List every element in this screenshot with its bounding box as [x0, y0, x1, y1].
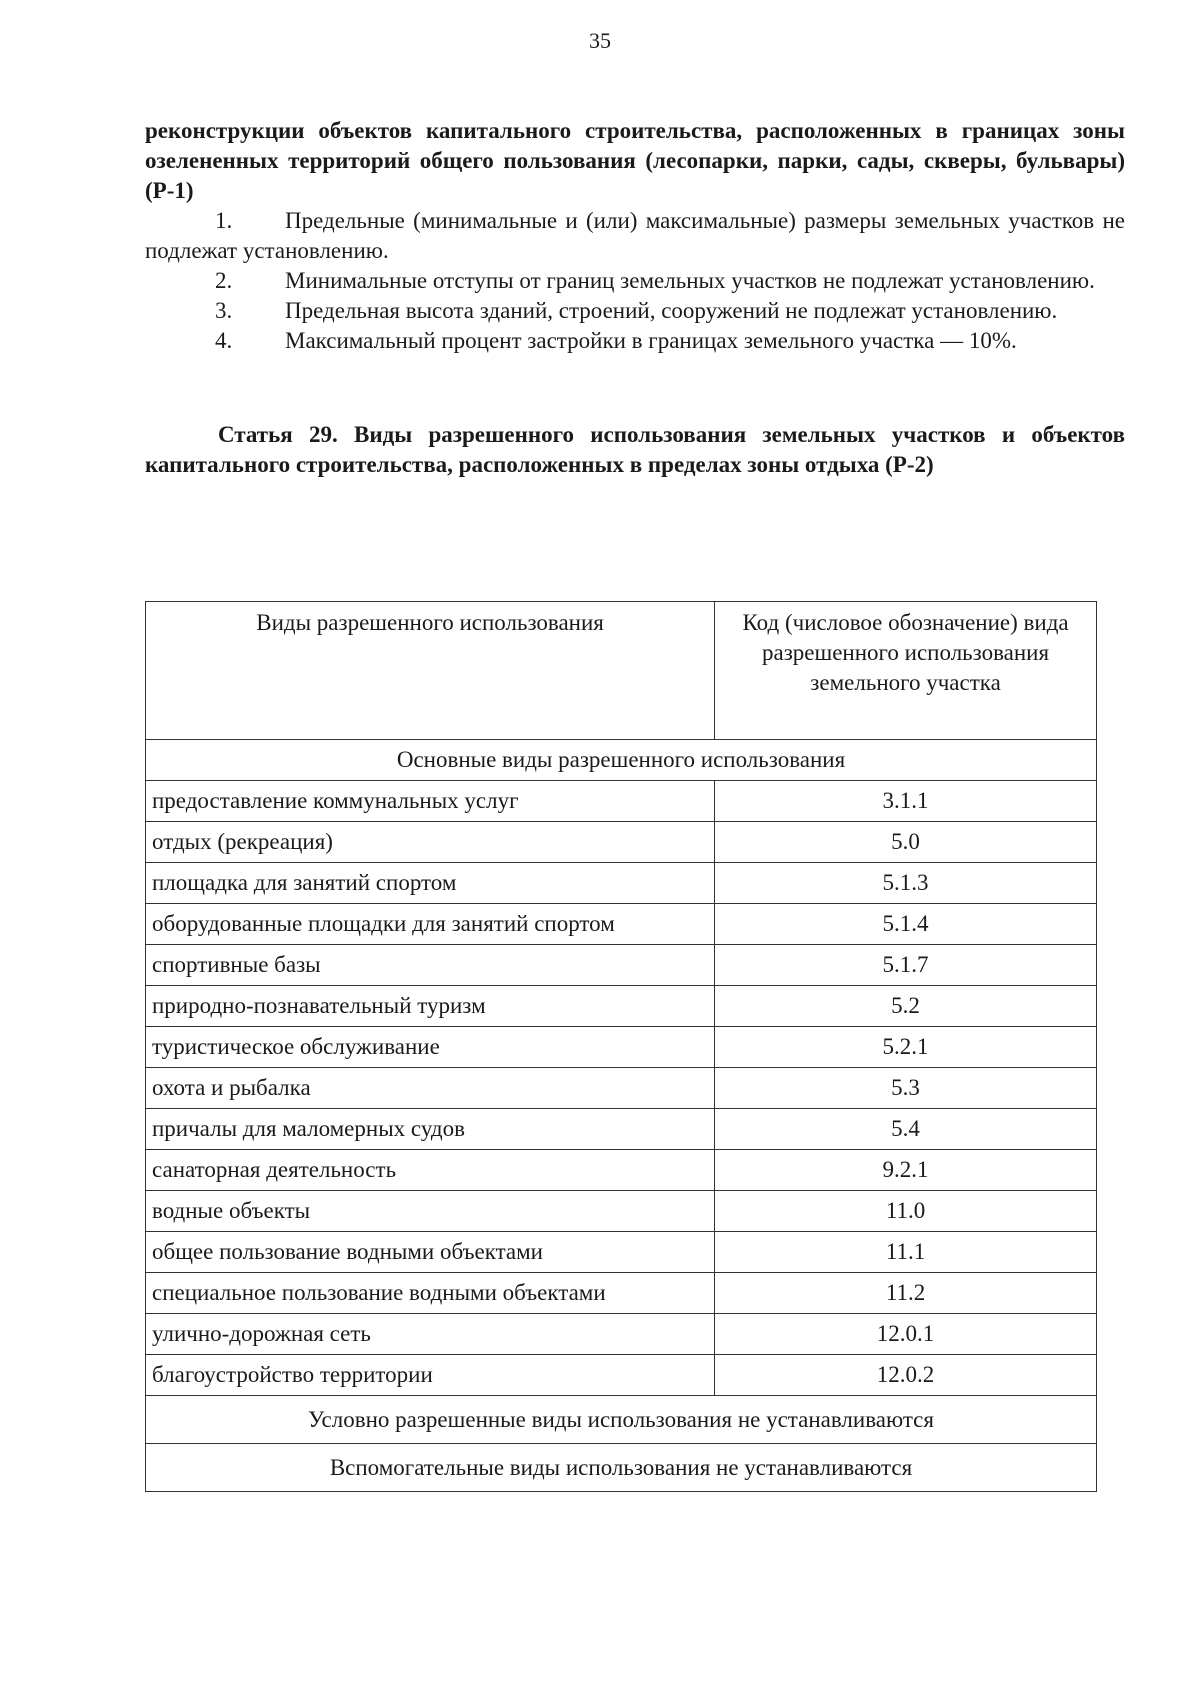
- list-item: [145, 266, 1125, 296]
- use-name: благоустройство территории: [146, 1355, 715, 1396]
- conditional-uses-row: [146, 1396, 1097, 1444]
- use-name: оборудованные площадки для занятий спортом: [146, 904, 715, 945]
- table-row: [146, 986, 1097, 1027]
- use-name: отдых (рекреация): [146, 822, 715, 863]
- list-item-number: 4.: [215, 328, 233, 353]
- use-name: причалы для маломерных судов: [146, 1109, 715, 1150]
- use-code: 3.1.1: [715, 781, 1097, 822]
- page-number: 35: [589, 28, 611, 53]
- table-row: [146, 1314, 1097, 1355]
- table-row: [146, 1068, 1097, 1109]
- table-row: [146, 1191, 1097, 1232]
- table-row: [146, 781, 1097, 822]
- use-name: площадка для занятий спортом: [146, 863, 715, 904]
- use-name: спортивные базы: [146, 945, 715, 986]
- table-row: [146, 863, 1097, 904]
- use-name: общее пользование водными объектами: [146, 1232, 715, 1273]
- use-code: 5.1.7: [715, 945, 1097, 986]
- use-code: 12.0.2: [715, 1355, 1097, 1396]
- use-code: 5.0: [715, 822, 1097, 863]
- table-row: [146, 904, 1097, 945]
- table-row: [146, 1355, 1097, 1396]
- use-code: 11.1: [715, 1232, 1097, 1273]
- use-code: 5.2: [715, 986, 1097, 1027]
- table-row: [146, 1109, 1097, 1150]
- list-item-text: Максимальный процент застройки в границах земельного участка — 10%.: [285, 328, 1017, 353]
- use-code: 11.2: [715, 1273, 1097, 1314]
- table-row: [146, 945, 1097, 986]
- document-body: [145, 116, 1125, 480]
- use-code: 11.0: [715, 1191, 1097, 1232]
- conditional-uses-note: Условно разрешенные виды использования не устанавливаются: [146, 1396, 1097, 1444]
- table-row: [146, 822, 1097, 863]
- header-name-cell: Виды разрешенного использования: [146, 602, 715, 740]
- auxiliary-uses-row: [146, 1444, 1097, 1492]
- table-header-row: [146, 602, 1097, 740]
- use-code: 9.2.1: [715, 1150, 1097, 1191]
- list-item-text: Предельная высота зданий, строений, сооружений не подлежат установлению.: [285, 298, 1058, 323]
- use-name: туристическое обслуживание: [146, 1027, 715, 1068]
- list-item: [145, 296, 1125, 326]
- intro-paragraph: реконструкции объектов капитального строительства, расположенных в границах зоны озелененных территорий общего пользования (лесопарки, парки, сады, скверы, бульвары) (Р-1): [145, 118, 1125, 203]
- use-code: 12.0.1: [715, 1314, 1097, 1355]
- use-name: водные объекты: [146, 1191, 715, 1232]
- auxiliary-uses-note: Вспомогательные виды использования не устанавливаются: [146, 1444, 1097, 1492]
- list-item-text: Минимальные отступы от границ земельных участков не подлежат установлению.: [285, 268, 1095, 293]
- list-item-text: Предельные (минимальные и (или) максимальные) размеры земельных участков не подлежат установлению.: [145, 208, 1125, 263]
- use-name: предоставление коммунальных услуг: [146, 781, 715, 822]
- use-code: 5.3: [715, 1068, 1097, 1109]
- use-name: специальное пользование водными объектами: [146, 1273, 715, 1314]
- main-section-label: Основные виды разрешенного использования: [146, 740, 1097, 781]
- requirements-list: [145, 206, 1125, 356]
- use-name: охота и рыбалка: [146, 1068, 715, 1109]
- use-code: 5.2.1: [715, 1027, 1097, 1068]
- use-name: улично-дорожная сеть: [146, 1314, 715, 1355]
- article-title: Статья 29. Виды разрешенного использования земельных участков и объектов капитального строительства, расположенных в пределах зоны отдыха (Р-2): [145, 422, 1125, 477]
- use-code: 5.4: [715, 1109, 1097, 1150]
- table-row: [146, 1150, 1097, 1191]
- list-item-number: 2.: [215, 268, 233, 293]
- use-name: санаторная деятельность: [146, 1150, 715, 1191]
- header-code-cell: Код (числовое обозначение) вида разрешенного использования земельного участка: [715, 602, 1097, 740]
- list-item: [145, 206, 1125, 266]
- list-item-number: 3.: [215, 298, 233, 323]
- table-row: [146, 1273, 1097, 1314]
- main-section-row: [146, 740, 1097, 781]
- table-row: [146, 1232, 1097, 1273]
- table-row: [146, 1027, 1097, 1068]
- use-code: 5.1.3: [715, 863, 1097, 904]
- list-item: [145, 326, 1125, 356]
- permitted-uses-table: [145, 601, 1097, 1492]
- list-item-number: 1.: [215, 208, 233, 233]
- use-name: природно-познавательный туризм: [146, 986, 715, 1027]
- use-code: 5.1.4: [715, 904, 1097, 945]
